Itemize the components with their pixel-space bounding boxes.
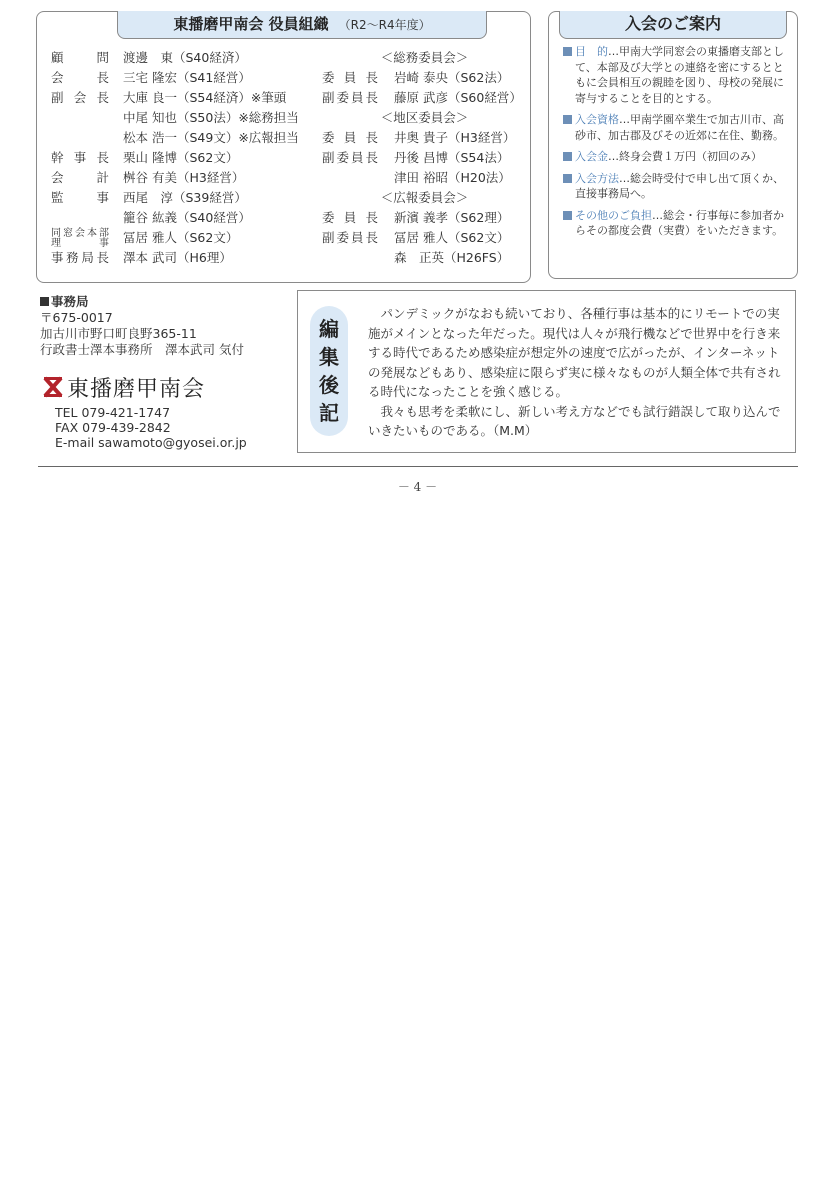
footer-divider [38,466,798,467]
officers-left-column [51,48,321,268]
officer-name: 渡邊 東（S40経済） [123,50,247,65]
officer-role: 副委員長 [322,150,378,165]
officer-name: 西尾 淳（S39経営） [123,190,247,205]
officer-row [51,248,321,268]
officer-role: 同窓会本部理事 [51,228,109,249]
contact-info [55,405,247,450]
join-info-item [563,171,791,202]
office-title-text: 事務局 [51,294,89,309]
join-item-text: …甲南大学同窓会の東播磨支部として、本部及び大学との連絡を密にするとともに会員相互の親睦を図り、母校の発展に寄与することを目的とする。 [575,45,784,105]
officer-role: 委員長 [322,130,378,145]
officer-role: 会長 [51,70,109,85]
officer-role: 委員長 [322,70,378,85]
officer-name: 中尾 知也（S50法）※総務担当 [123,110,299,125]
office-info [40,294,290,358]
page-number: － 4 － [397,480,438,494]
officer-role: 監事 [51,190,109,205]
join-info-item [563,112,791,143]
editors-note-label-char: 集 [319,345,339,369]
join-info-item [563,44,791,106]
officer-row [51,168,321,188]
officer-row [51,228,321,248]
officer-name: 桝谷 有美（H3経営） [123,170,245,185]
editors-note-label-char: 編 [319,317,339,341]
editors-note-box [297,290,796,453]
join-item-text: …甲南学園卒業生で加古川市、高砂市、加古郡及びその近郊に在住、勤務。 [575,113,784,142]
officers-title: 東播磨甲南会 役員組織 [173,15,329,33]
officer-role: 顧問 [51,50,109,65]
officers-box [36,11,531,283]
officer-row [51,188,321,208]
officer-row [322,228,527,248]
office-postal: 〒675-0017 [40,310,113,325]
editors-note-label-char: 記 [319,401,339,425]
officer-row [51,68,321,88]
committee-heading: ＜地区委員会＞ [380,110,469,125]
office-address: 加古川市野口町良野365-11 [40,326,197,341]
officer-role: 会計 [51,170,109,185]
officer-row [51,48,321,68]
join-info-box [548,11,798,279]
officer-row [51,108,321,128]
office-care-of: 行政書士澤本事務所 澤本武司 気付 [40,342,244,357]
officer-role: 副会長 [51,90,109,105]
officer-role: 幹事長 [51,150,109,165]
officer-name: 新濱 義孝（S62理） [394,210,510,225]
join-item-label: 入会金 [575,150,608,163]
committee-heading: ＜広報委員会＞ [380,190,469,205]
editors-note-text [368,304,782,441]
officer-name: 井奥 貴子（H3経営） [394,130,516,145]
join-item-text: …総会時受付で申し出て頂くか、直接事務局へ。 [575,171,784,200]
officer-name: 三宅 隆宏（S41経営） [123,70,251,85]
square-bullet-icon [563,211,572,220]
contact-tel: TEL 079-421-1747 [55,405,171,420]
officer-name: 森 正英（H26FS） [394,250,510,265]
officer-row [51,128,321,148]
join-item-label: 入会方法 [575,171,619,185]
officer-name: 冨居 雅人（S62文） [394,230,510,245]
officer-row [322,168,527,188]
committee-heading: ＜総務委員会＞ [380,50,469,65]
officer-role: 事務局長 [51,250,109,265]
officer-row [322,248,527,268]
officer-row [322,88,527,108]
officer-name: 大庫 良一（S54経済）※筆頭 [123,90,287,105]
officer-row [322,128,527,148]
editors-note-paragraph-1: パンデミックがなおも続いており、各種行事は基本的にリモートでの実施がメインとなった年だった。現代は人々が飛行機などで世界中を行き来する時代であるため感染症が想定外の速度で広がったが、インターネットの発展などもあり、感染症に限らず実に様々なものが人類全体で共有される時代になったことを強く感じる。 [368,306,781,399]
editors-note-paragraph-2: 我々も思考を柔軟にし、新しい考え方などでも試行錯誤して取り込んでいきたいものである。（M.M） [368,403,781,438]
contact-email: E-mail sawamoto@gyosei.or.jp [55,435,247,450]
join-item-label: 目 的 [575,45,608,58]
join-info-item [563,149,791,165]
contact-fax: FAX 079-439-2842 [55,420,171,435]
org-logo [43,370,205,404]
square-bullet-icon [563,47,572,56]
office-title [40,294,290,310]
join-item-text: …総会・行事毎に参加者からその都度会費（実費）をいただきます。 [575,208,784,237]
officer-row [51,208,321,228]
officer-name: 澤本 武司（H6理） [123,250,232,265]
officer-row [51,148,321,168]
join-info-item [563,208,791,239]
officer-row [51,88,321,108]
join-title: 入会のご案内 [624,14,721,33]
join-info-list [563,44,791,245]
join-item-text: …終身会費１万円（初回のみ） [608,150,762,163]
org-name: 東播磨甲南会 [67,376,206,402]
officer-role: 副委員長 [322,90,378,105]
square-bullet-icon [40,297,49,306]
square-bullet-icon [563,115,572,124]
officer-row [322,68,527,88]
officer-name: 籠谷 紘義（S40経営） [123,210,251,225]
officers-term: （R2〜R4年度） [338,18,431,32]
officer-row [322,208,527,228]
officer-name: 栗山 隆博（S62文） [123,150,239,165]
square-bullet-icon [563,174,572,183]
officer-role: 副委員長 [322,230,378,245]
officer-role: 委員長 [322,210,378,225]
officer-name: 丹後 昌博（S54法） [394,150,510,165]
editors-note-label [310,306,348,436]
officer-name: 津田 裕昭（H20法） [394,170,511,185]
officer-name: 藤原 武彦（S60経営） [394,90,522,105]
officer-name: 冨居 雅人（S62文） [123,230,239,245]
konan-emblem-icon [43,376,63,398]
officers-header [117,11,487,39]
officer-row [322,148,527,168]
officer-name: 松本 浩一（S49文）※広報担当 [123,130,299,145]
editors-note-label-char: 後 [319,373,339,397]
join-item-label: その他のご負担 [575,208,652,222]
committees-column [322,48,527,268]
officer-name: 岩崎 泰央（S62法） [394,70,510,85]
square-bullet-icon [563,152,572,161]
join-header [559,11,787,39]
join-item-label: 入会資格 [575,113,619,126]
